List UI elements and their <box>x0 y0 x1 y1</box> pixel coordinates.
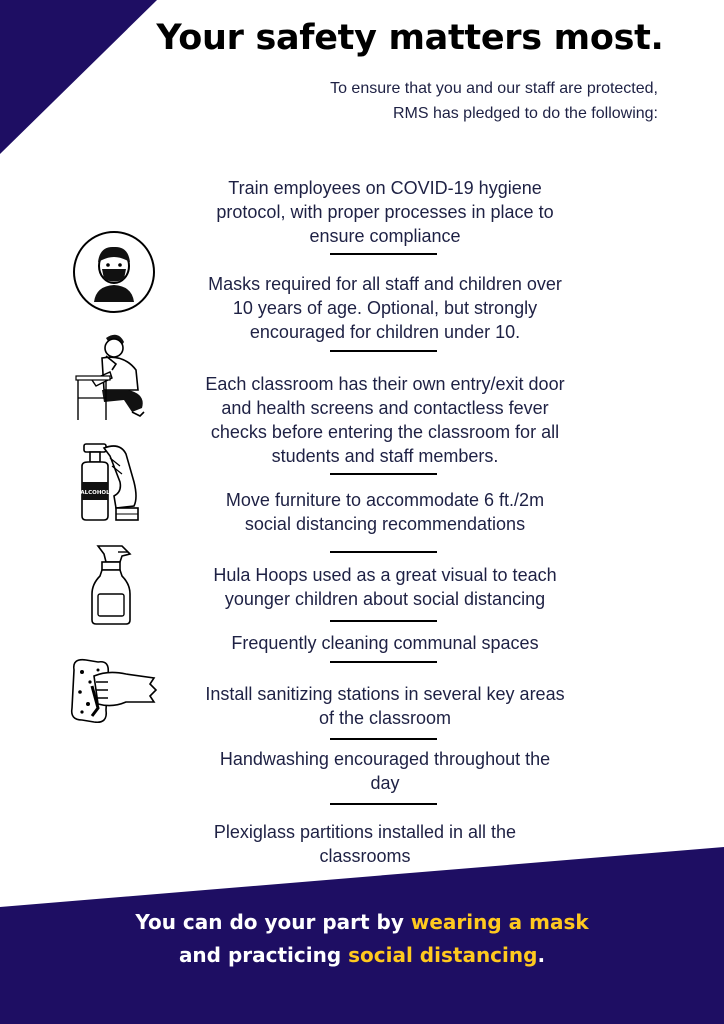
list-item: Handwashing encouraged throughout the day <box>219 749 551 793</box>
highlight-mask: wearing a mask <box>410 910 589 934</box>
subtitle-line-2: RMS has pledged to do the following: <box>392 105 658 122</box>
list-item: Install sanitizing stations in several key areas of the classroom <box>205 684 565 728</box>
list-item: Frequently cleaning communal spaces <box>231 633 539 653</box>
page-title: Your safety matters most. <box>156 18 664 58</box>
list-item: Move furniture to accommodate 6 ft./2m social distancing recommendations <box>225 490 545 534</box>
footer-line-2: and practicing social distancing. <box>178 943 546 967</box>
list-item: Masks required for all staff and children over 10 years of age. Optional, but strongly encouraged for children under 10. <box>208 274 562 342</box>
list-item: Train employees on COVID-19 hygiene protocol, with proper processes in place to ensure compliance <box>216 178 554 246</box>
highlight-distancing: social distancing <box>348 943 538 967</box>
list-item: Plexiglass partitions installed in all the classrooms <box>213 822 517 866</box>
footer-message <box>0 906 724 972</box>
alcohol-label: ALCOHOL <box>80 490 110 496</box>
footer-line-1: You can do your part by wearing a mask <box>135 910 589 934</box>
subtitle-line-1: To ensure that you and our staff are protected, <box>330 80 658 97</box>
list-item: Hula Hoops used as a great visual to teach younger children about social distancing <box>213 565 557 609</box>
list-item: Each classroom has their own entry/exit door and health screens and contactless fever checks before entering the classroom for all students and staff members. <box>205 374 565 466</box>
